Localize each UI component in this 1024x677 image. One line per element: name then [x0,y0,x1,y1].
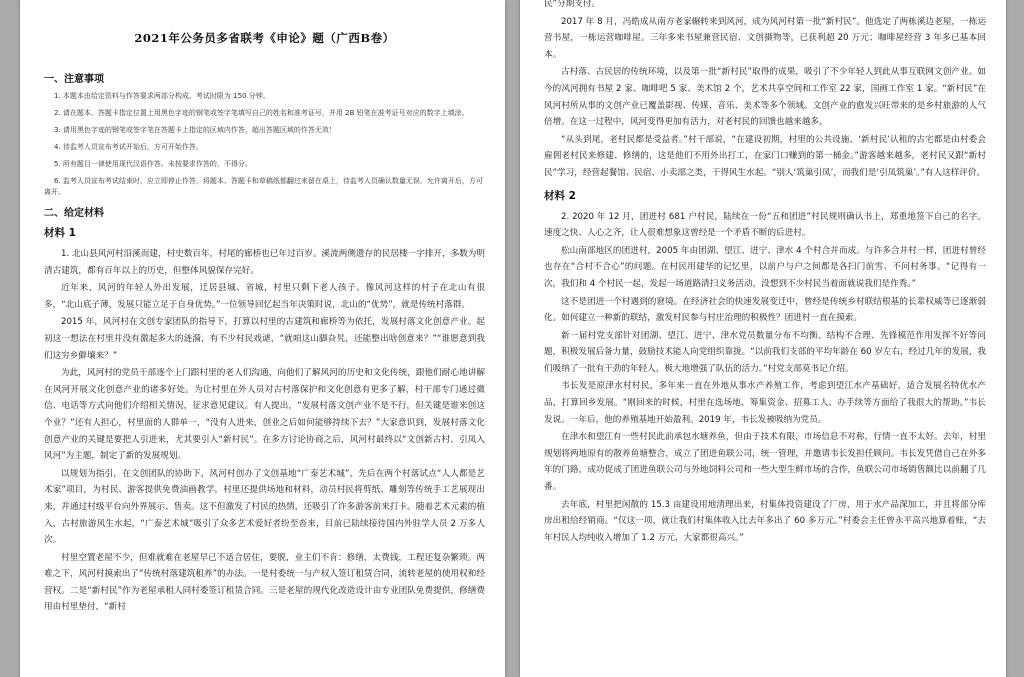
material-paragraph: 新一届村党支部针对团湖、望江、进宁、津水党员数量分布不均衡、结构不合理、先锋模范作用发挥不好等问题，积极发展后备力量，鼓励技术能人向党组织靠拢。“以前我们支部的平均年龄在 60 岁左右，经过几年的发展，我们吸纳了一批有干劲的年轻人，极大地增强了队伍的活力。”村党支部莫书记介绍。 [544,330,986,374]
section-heading-notes: 一、注意事项 [44,74,104,85]
material-paragraph: “从头到尾，老村民都是受益者。”村干部说，“在建设初期，村里的公共设施、‘新村民’认租的古宅都是由村委会雇佣老村民来修建、修缮的，这是他们不用外出打工，在家门口赚到的第一桶金。”游客越来越多，老村民又跟“新村民”学习，经营起餐馆、民宿、小卖部之类，干得风生水起。“别人‘筑巢引凤’，而我们是‘引凤筑巢’。”有人这样评价。 [544,134,986,178]
material-paragraph: 这不是团进一个村遇到的窘境。在经济社会的快速发展变迁中，曾经是传统乡村联结根基的长辈权威等已逐渐弱化。如何建立一种新的联结，激发村民参与村庄治理的积极性？团进村一直在摸索。 [544,296,986,324]
material-paragraph: 村里空置老屋不少，但难就难在老屋早已不适合居住，要脱，业主们不肯：修缮，太费钱，工程还复杂繁琐。两难之下，风河村摸索出了“传统村落建筑租养”的办法。一是村委统一与产权人签订租赁合同，流转老屋的使用权和经营权。二是“新村民”作为老屋承租人同村委签订租赁合同。三是老屋的现代化改造设计由专业团队免费提供，修缮费用由村里垫付，“新村 [44,552,485,613]
material-paragraph: 韦长发是原津水村村民，多年来一直在外地从事水产养殖工作，考虑到望江水产基础好，适合发展名特优水产品，打算回乡发展。“刚回来的时候，村里在选场地、筹集资金、招募工人、办手续等方面给了我很大的帮助。”韦长发说。一年后，他的养殖基地开始盈利。2019 年，韦长发被吸纳为党员。 [544,381,986,425]
material-2-heading: 材料 2 [544,189,576,202]
document-page-right [520,0,1006,677]
material-paragraph: 在津水和望江有一些村民此前承包水塘养鱼，但由于技术有限，市场信息不对称，行情一直不太好。去年，村里规划将两地原有的散养鱼塘整合，成立了团进鱼联公司，统一管理，并邀请韦长发担任顾问。韦长发凭借自己在外多年的门路，成功促成了团进鱼联公司与外地饲料公司和一些大型生鲜市场的合作，鱼联公司市场销售额比以前翻了几番。 [544,432,986,493]
material-paragraph: 为此，风河村的党员干部逐个上门跟村里的老人们沟通，向他们了解风河的历史和文化传统，跟他们耐心地讲解在风河开展文化创意产业的诸多好处。为让村里在外人员对古村落保护和文化创意有更多了解，村干部专门通过微信、电话等方式向他们介绍相关情况，征求意见建议。有人提出，“发展村落文创产业不是不行，但关键是谁来创这个业？”还有人担心，村里面的人群单一，“没有人进来，创业之后如何能够持续下去？”大家意识到，发展村落文化创意产业的关键是要把人引进来，尤其要引入“新村民”。在多方讨论协商之后，风河村最终以“文创新古村、引凤入风河”为主题，制定了新的发展规划。 [44,368,485,462]
material-paragraph: 1. 北山县风河村沿溪而建，村史数百年，村尾的廊桥也已年过百岁。溪流两侧遗存的民居楼一字排开，多数为明清古建筑，都有百年以上的历史，但整体风貌保存完好。 [44,249,485,276]
page-right-content [544,0,986,547]
material-paragraph: 2015 年，风河村在文创专家团队的指导下，打算以村里的古建筑和廊桥等为依托，发展村落文化创意产业。起初这一想法在村里并没有激起多大的涟漪，有不少村民戏谑，“就咱这山脚旮旯，还能整出啥创意来？”“谁愿意到我们这穷乡僻壤来？” [44,317,485,361]
material-paragraph: 民”分期支付。 [544,0,601,9]
material-paragraph: 以规划为指引，在文创团队的协助下，风河村创办了文创基地“广泰艺术城”，先后在两个村落试点“人人都是艺术家”项目，为村民、游客提供免费油画教学。村里还提供场地和材料，动员村民将剪纸、雕刻等传统手工艺展现出来，并通过村级平台向外界展示、售卖。这不但激发了村民的热情，还吸引了许多游客前来打卡。随着艺术元素的植入，古村旅游风生水起，“广泰艺术城”吸引了众多艺术爱好者纷至沓来，目前已陆续接待国内外驻学人员 2 万多人次。 [44,468,485,546]
page-left-content [44,30,485,617]
document-page-left [20,0,505,677]
note-item: 5. 所有题目一律使用现代汉语作答。未按要求作答的，不得分。 [54,160,252,168]
note-item: 2. 请在题本、答题卡指定位置上用黑色字迹的钢笔或签字笔填写自己的姓名和准考证号，并用 2B 铅笔在准考证号对应的数字上填涂。 [54,109,469,117]
material-paragraph: 去年底，村里把闲散的 15.3 亩建设用地清理出来，村集体投资建设了厂房，用于水产品深加工，并且将部分库房出租给经销商。“仅这一项，就让我们村集体收入比去年多出了 60 多万元。”村委会主任曾永平高兴地算着账，“去年村民人均纯收入增加了 1.2 万元，大家都很高兴。” [544,499,986,543]
document-title: 2021年公务员多省联考《申论》题（广西B卷） [134,31,395,45]
material-1-heading: 材料 1 [44,227,76,239]
note-item: 6. 监考人员宣布考试结束时，应立即停止作答，将题本、答题卡和草稿纸都翻过来留在桌上，待监考人员确认数量无误、允许离开后，方可离开。 [44,177,483,196]
material-paragraph: 2017 年 8 月，冯皓成从南方老家辗转来到风河，成为风河村第一批“新村民”。他选定了两栋溪边老屋，一栋运营书屋，一栋运营咖啡屋。三年多来书屋兼营民宿、文创摄物等，已获利超 20 万元；咖啡屋经营 3 年多已基本回本。 [544,16,986,60]
material-paragraph: 2. 2020 年 12 月，团进村 681 户村民，陆续在一份“五和团进”村民规则确认书上，郑重地签下自己的名字。速度之快、人心之齐，让人很难想象这曾经是一个矛盾不断的后进村。 [544,211,986,239]
note-item: 1. 本题本由给定资料与作答要求两部分构成。考试时限为 150 分钟。 [54,92,270,100]
section-heading-materials: 二、给定材料 [44,208,104,219]
note-item: 3. 请用黑色字迹的钢笔或签字笔在答题卡上指定的区域内作答，超出答题区域的作答无效！ [54,126,336,134]
material-paragraph: 近年来，风河的年轻人外出发展，迁居县城、省城，村里只剩下老人孩子。像风河这样的村子在北山有很多，“北山底子薄，发展只能立足于自身优势。”一位领导回忆起当年决策时说，北山的“优势”，就是传统村落群。 [44,283,485,310]
material-paragraph: 松山南部地区的团进村，2005 年由团湖、望江、进宁、津水 4 个村合并而成。与许多合并村一样，团进村曾经也存在“合村不合心”的问题。在村民用建华的记忆里，以前户与户之间都是各扫门前雪、不问村务事。“记得有一次，我们和 4 个村民一起，发起一场道路清扫义务活动，没想到不少村民当着面就说我们是作秀。” [544,245,986,289]
material-paragraph: 古村落、古民居的传统环境，以及第一批“新村民”取得的成果，吸引了不少年轻人到此从事互联网文创产业。如今的风河拥有书屋 2 家、咖啡吧 5 家、美术馆 2 个，艺术共享空间和工作室 22 家，国画工作室 1 家。“新村民”在风河村所从事的文创产业已覆盖影视、传媒、音乐、美术等多个领域。文创产业的愈发兴旺带来的是乡村旅游的人气倍增。在这一过程中，风河变得更加有活力，对老村民的回馈也越来越多。 [544,67,986,128]
note-item: 4. 待监考人员宣布考试开始后，方可开始作答。 [54,143,203,151]
